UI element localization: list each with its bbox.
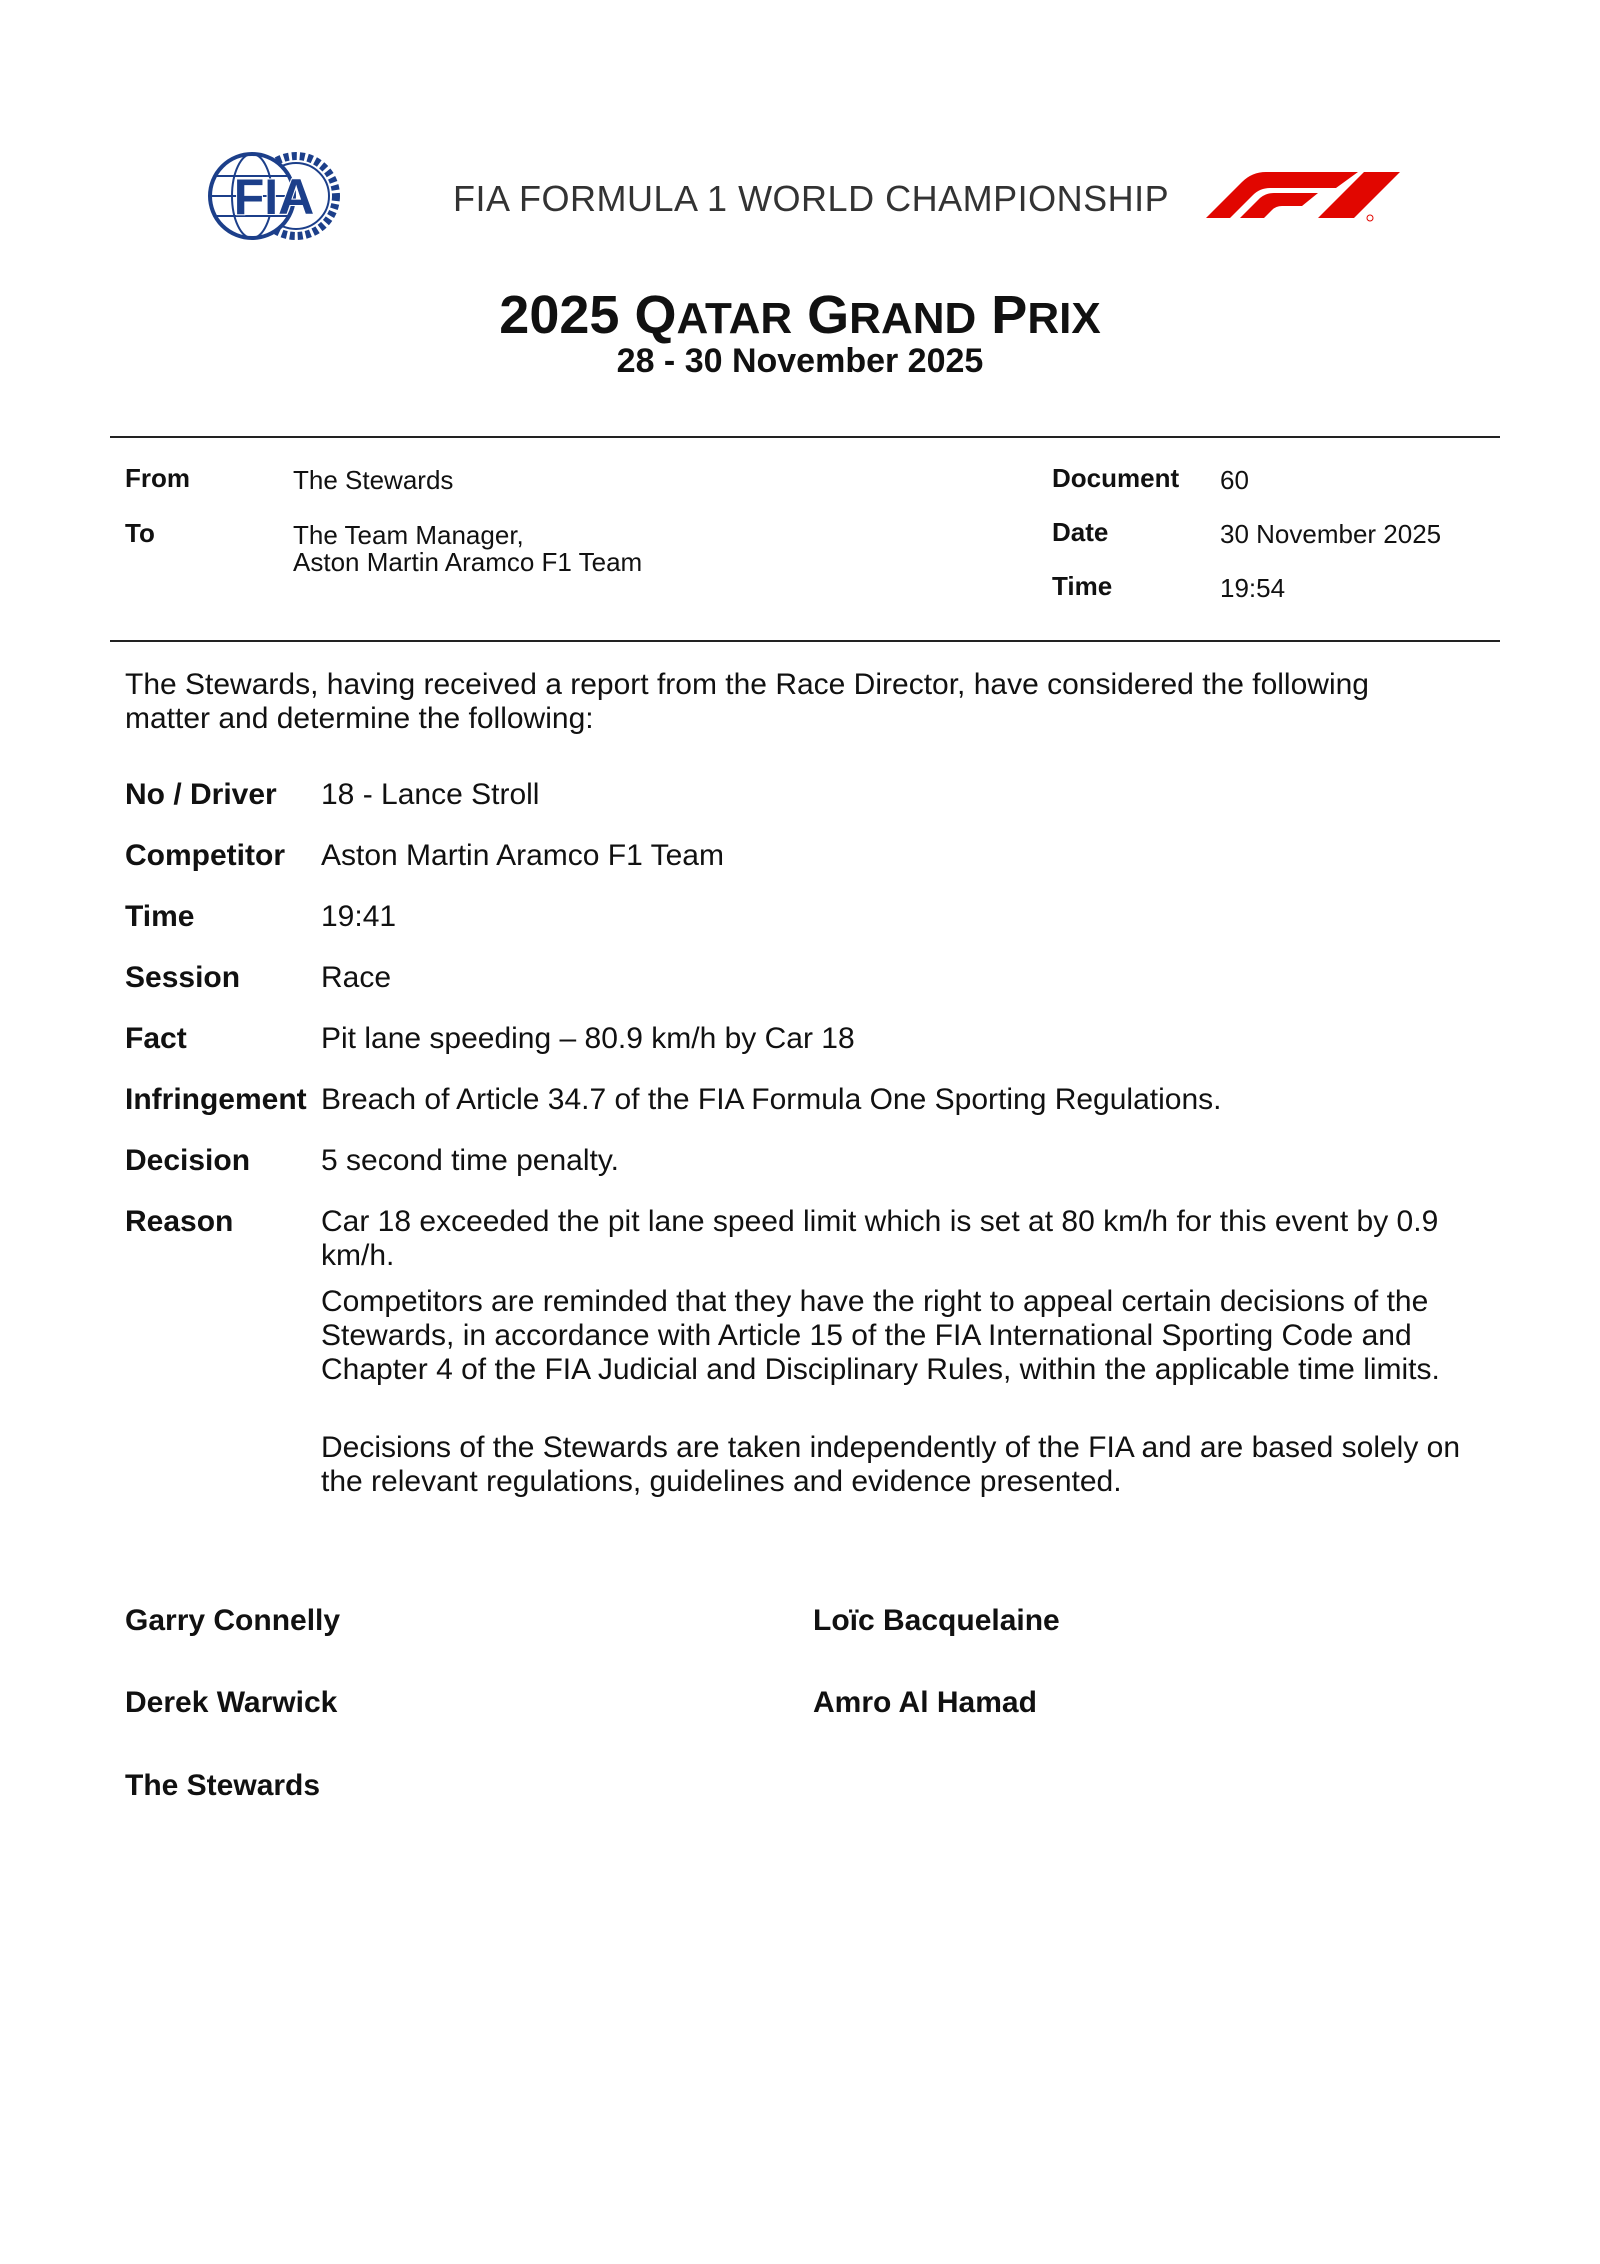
intro-paragraph: The Stewards, having received a report from the Race Director, have considered the following matter and determine the following:	[125, 668, 1369, 735]
session-value: Race	[321, 961, 392, 994]
steward-name: Amro Al Hamad	[813, 1686, 1037, 1719]
driver-value: 18 - Lance Stroll	[321, 778, 540, 811]
incident-time-value: 19:41	[321, 900, 397, 933]
date-value: 30 November 2025	[1220, 519, 1442, 549]
championship-title: FIA FORMULA 1 WORLD CHAMPIONSHIP	[453, 178, 1170, 219]
time-value: 19:54	[1220, 573, 1286, 603]
to-value-line2: Aston Martin Aramco F1 Team	[293, 547, 643, 577]
fact-label: Fact	[125, 1022, 187, 1055]
f1-logo	[1206, 168, 1400, 226]
time-label: Time	[1052, 571, 1113, 601]
event-dates: 28 - 30 November 2025	[616, 342, 984, 380]
header-divider-bottom	[110, 640, 1500, 642]
date-label: Date	[1052, 517, 1109, 547]
to-value-line1: The Team Manager,	[293, 520, 524, 550]
document-label: Document	[1052, 463, 1180, 493]
independence-note: Decisions of the Stewards are taken independently of the FIA and are based solely on the relevant regulations, guidelines and evidence presented.	[321, 1431, 1461, 1498]
event-title-word-3: PRIX	[991, 285, 1101, 345]
event-year: 2025	[499, 285, 620, 345]
header-divider-top	[110, 436, 1500, 438]
document-value: 60	[1220, 465, 1249, 495]
decision-value: 5 second time penalty.	[321, 1144, 619, 1177]
steward-name: Garry Connelly	[125, 1604, 341, 1637]
event-title-word-2: GRAND	[807, 285, 977, 345]
incident-time-label: Time	[125, 900, 195, 933]
f1-logo-text: F1	[1206, 168, 1208, 169]
decision-label: Decision	[125, 1144, 251, 1177]
driver-label: No / Driver	[125, 778, 277, 811]
from-label: From	[125, 463, 190, 493]
infringement-value: Breach of Article 34.7 of the FIA Formula One Sporting Regulations.	[321, 1083, 1222, 1116]
competitor-value: Aston Martin Aramco F1 Team	[321, 839, 724, 872]
session-label: Session	[125, 961, 241, 994]
reason-value: Car 18 exceeded the pit lane speed limit which is set at 80 km/h for this event by 0.9 km/h.	[321, 1205, 1439, 1272]
fact-value: Pit lane speeding – 80.9 km/h by Car 18	[321, 1022, 855, 1055]
event-title-word-1: QATAR	[634, 285, 793, 345]
fia-logo-text: FIA	[233, 169, 315, 225]
from-value: The Stewards	[293, 465, 454, 495]
event-title	[0, 284, 1600, 346]
steward-name: Loïc Bacquelaine	[813, 1604, 1060, 1637]
fia-logo	[204, 148, 344, 244]
infringement-label: Infringement	[125, 1083, 307, 1116]
to-label: To	[125, 518, 155, 548]
reason-label: Reason	[125, 1205, 234, 1238]
competitor-label: Competitor	[125, 839, 285, 872]
closing-signature: The Stewards	[125, 1769, 321, 1802]
steward-name: Derek Warwick	[125, 1686, 338, 1719]
appeal-note: Competitors are reminded that they have the right to appeal certain decisions of the Stewards, in accordance with Article 15 of the FIA International Sporting Code and Chapter 4 of the FIA Judicial and Disciplinary Rules, within the applicable time limits.	[321, 1285, 1440, 1386]
